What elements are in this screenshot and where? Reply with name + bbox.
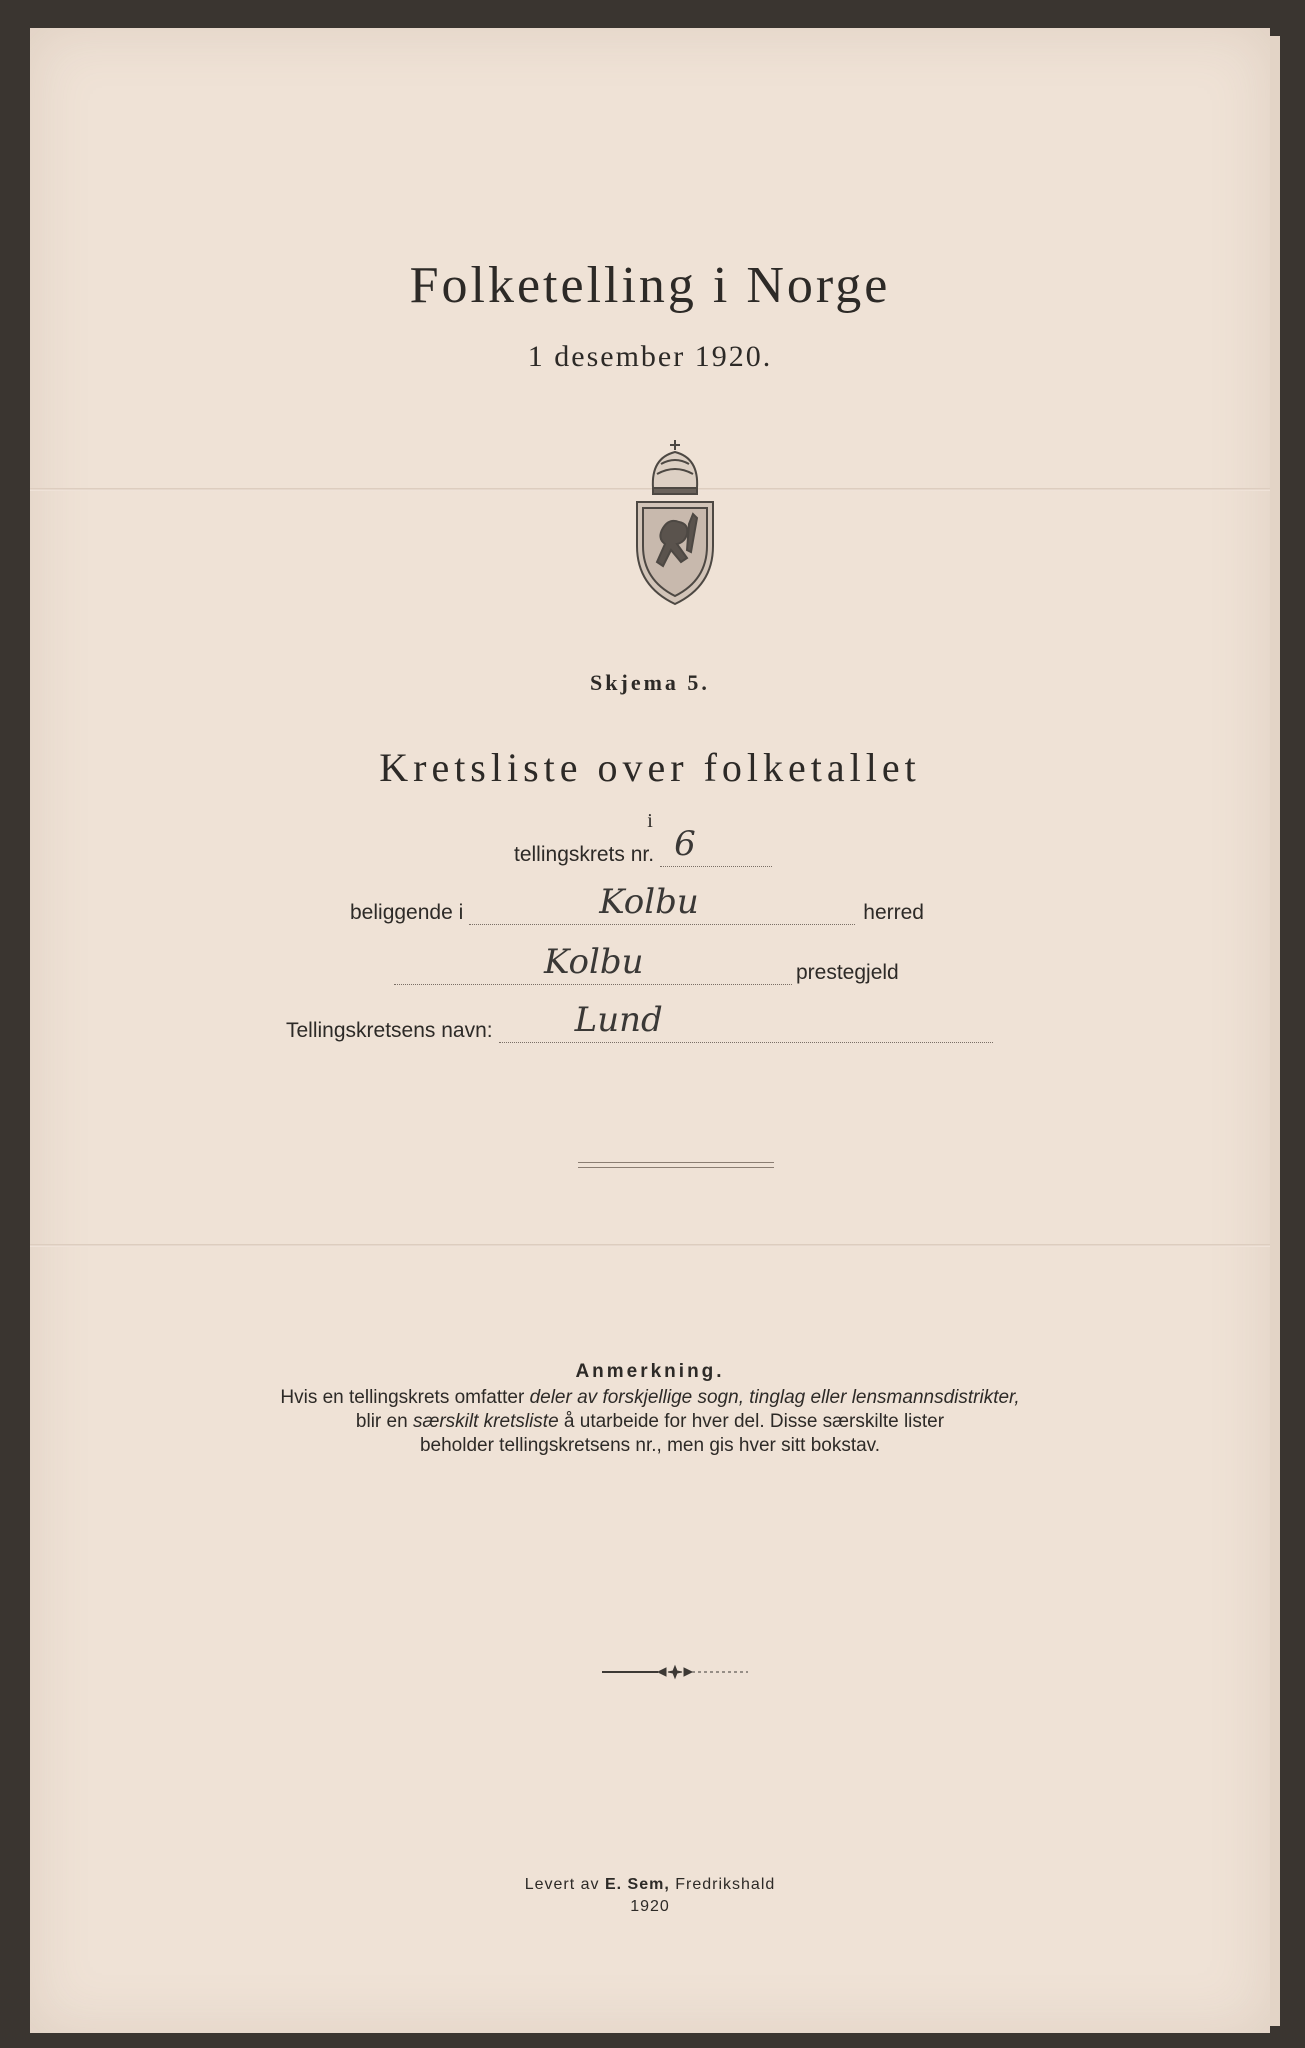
tellingskrets-label: tellingskrets nr. [514,843,655,866]
norwegian-lion-coat-of-arms-icon [627,436,723,608]
note-heading: Anmerkning. [575,1361,725,1382]
note-body [30,1386,1270,1458]
ornament-divider-icon [600,1664,750,1680]
connector-text: i [647,810,653,832]
kretsnavn-line [499,1000,993,1043]
prestegjeld-line [394,942,792,985]
prestegjeld-value: Kolbu [544,942,644,982]
schema-number: Skjema 5. [590,670,710,695]
note-line-2: blir en særskilt kretsliste å utarbeide for hver del. Disse særskilte lister [355,1411,945,1432]
kretsnavn-field[interactable] [286,1000,993,1043]
census-date: 1 desember 1920. [527,340,773,373]
note-line-3: beholder tellingskretsens nr., men gis hver sitt bokstav. [419,1435,881,1456]
prestegjeld-label: prestegjeld [796,961,899,984]
fold-line [30,1244,1270,1247]
beliggende-label: beliggende i [350,901,464,924]
beliggende-value: Kolbu [599,882,699,922]
kretsnavn-label: Tellingskretsens navn: [286,1019,493,1042]
tellingskrets-value: 6 [674,824,696,864]
paper-edge [1270,36,1280,2026]
beliggende-line [469,882,855,925]
printer-credit: Levert av E. Sem, Fredrikshald [524,1876,776,1893]
tellingskrets-line [660,824,772,867]
document-title: Folketelling i Norge [409,257,891,314]
beliggende-field[interactable] [350,882,924,925]
prestegjeld-field[interactable] [394,942,899,985]
tellingskrets-field[interactable] [514,824,772,867]
printer-year: 1920 [630,1898,670,1915]
herred-label: herred [863,901,924,924]
census-form-page [30,28,1270,2033]
section-divider [578,1162,774,1168]
note-line-1: Hvis en tellingskrets omfatter deler av forskjellige sogn, tinglag eller lensmannsdistrikter, [280,1387,1020,1408]
kretsnavn-value: Lund [574,1000,663,1040]
form-heading: Kretsliste over folketallet [379,745,921,790]
